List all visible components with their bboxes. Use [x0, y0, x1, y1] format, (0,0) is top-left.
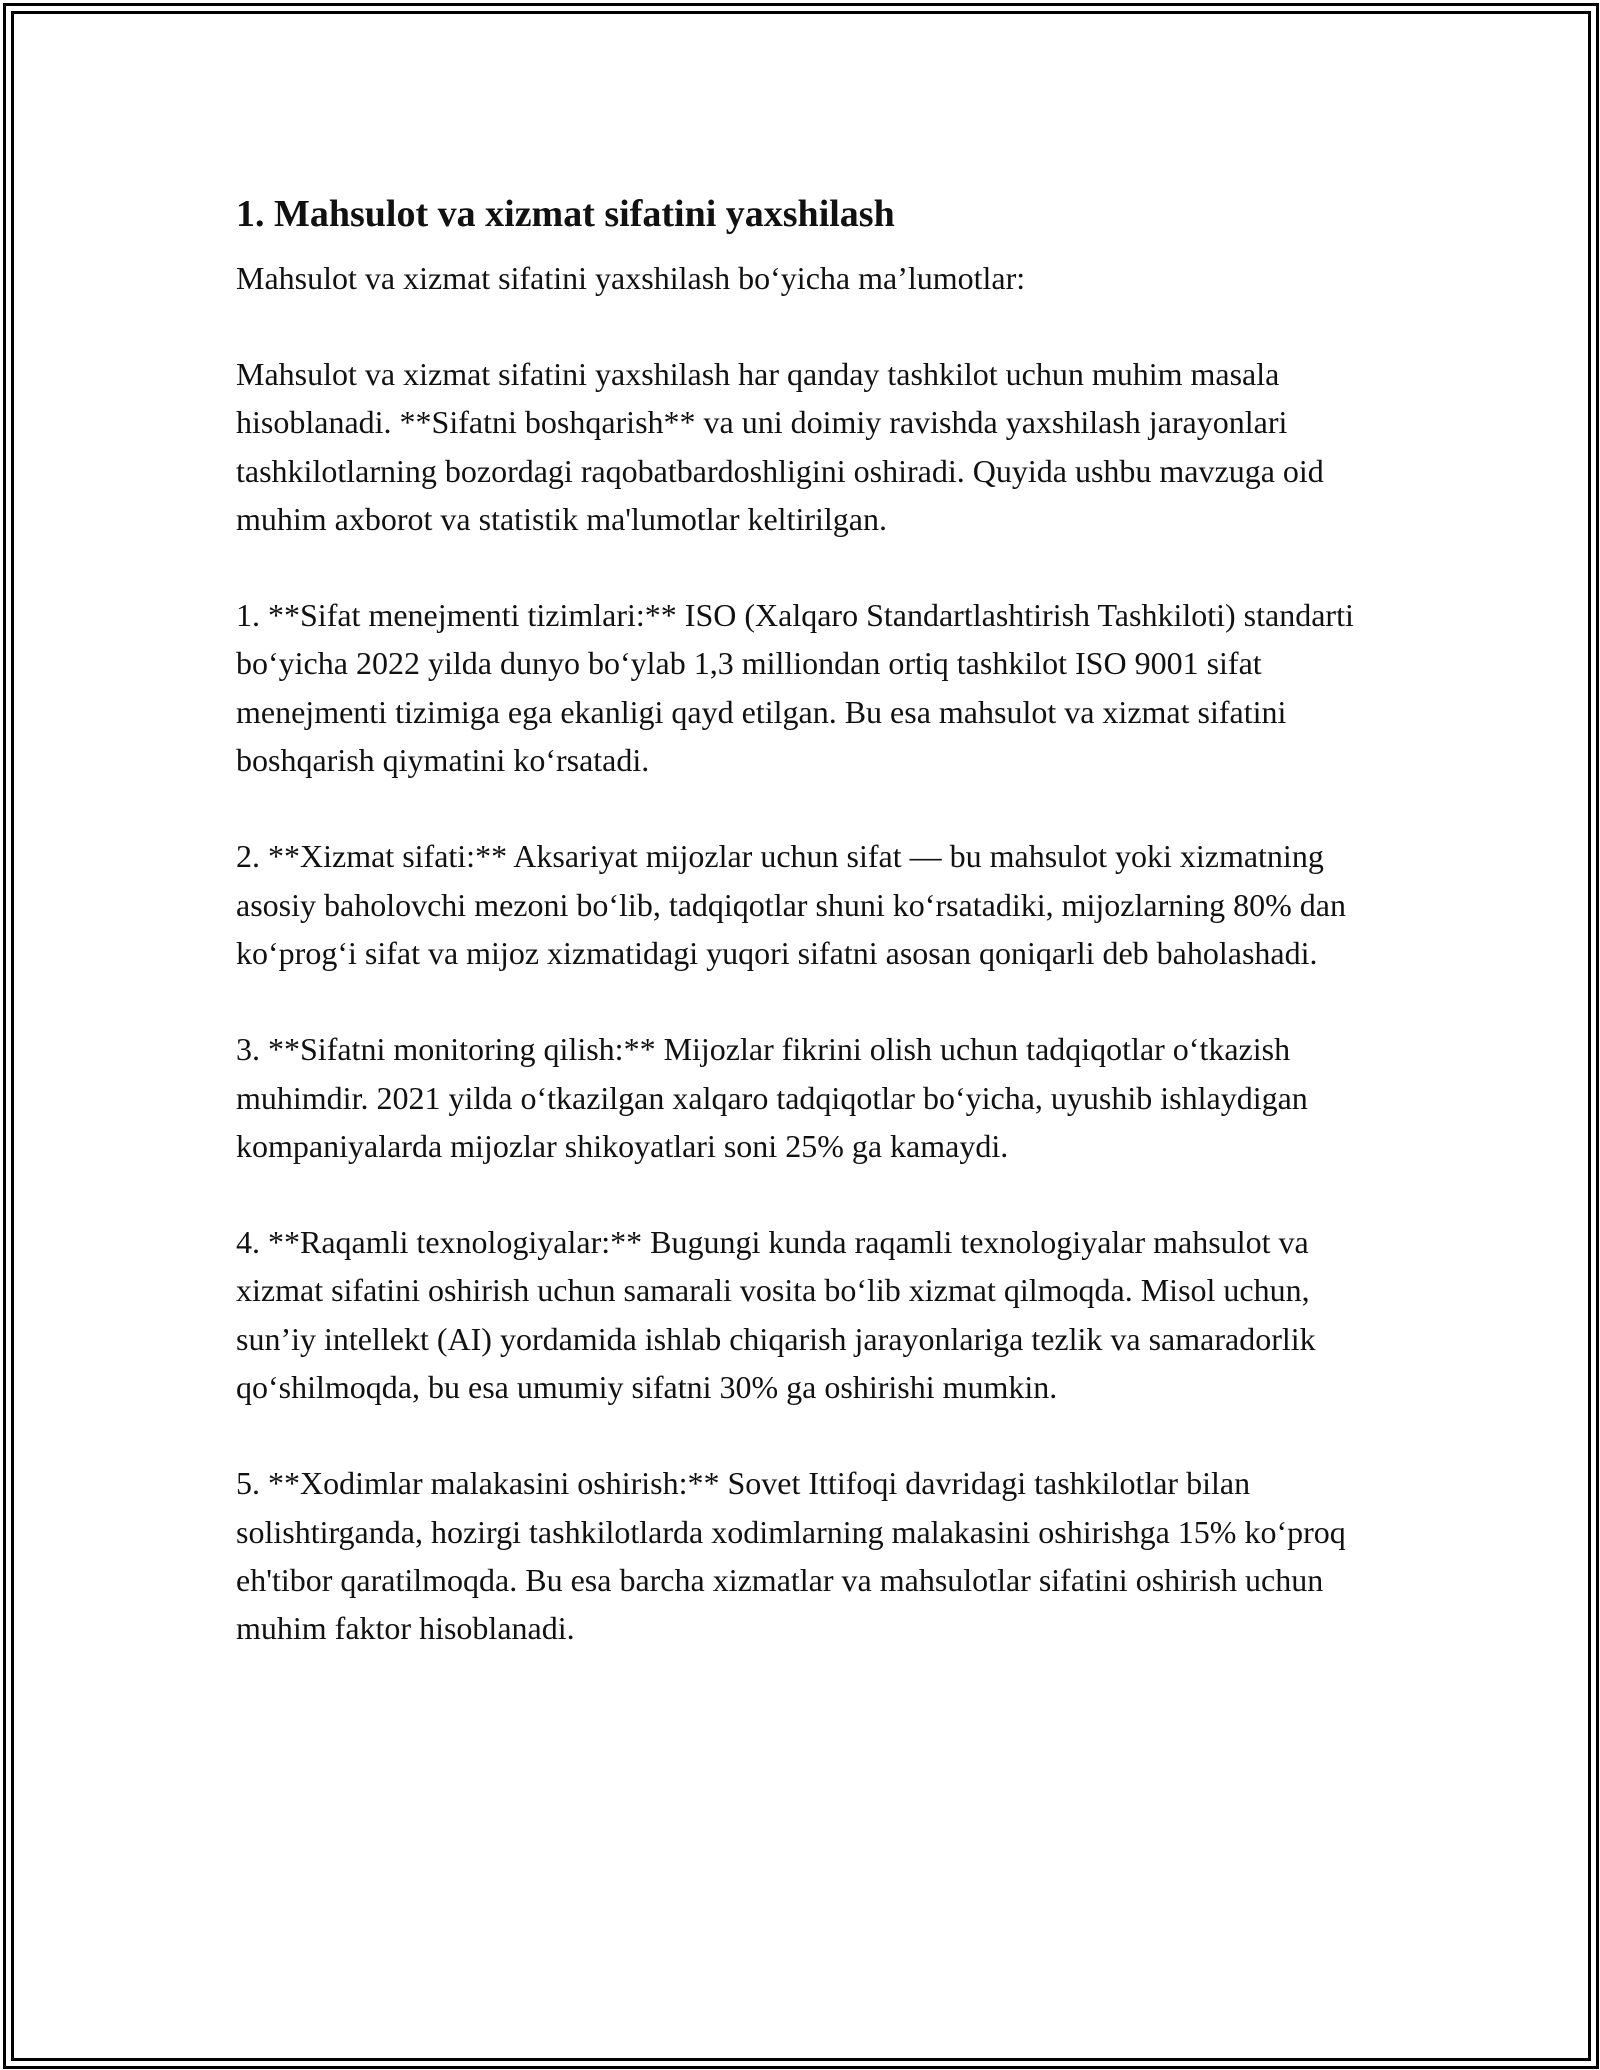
paragraph-staff-training: 5. **Xodimlar malakasini oshirish:** Sovet Ittifoqi davridagi tashkilotlar bilan solishtirganda, hozirgi tashkilotlarda xodimlarning malakasini oshirishga 15% ko‘proq eh'tibor qaratilmoqda. Bu esa barcha xizmatlar va mahsulotlar sifatini oshirish uchun muhim faktor hisoblanadi. [236, 1465, 1346, 1647]
paragraph-digital-technologies: 4. **Raqamli texnologiyalar:** Bugungi kunda raqamli texnologiyalar mahsulot va xizmat sifatini oshirish uchun samarali vosita bo‘lib xizmat qilmoqda. Misol uchun, sun’iy intellekt (AI) yordamida ishlab chiqarish jarayonlariga tezlik va samaradorlik qo‘shilmoqda, bu esa umumiy sifatni 30% ga oshirishi mumkin. [236, 1224, 1316, 1406]
paragraph-overview: Mahsulot va xizmat sifatini yaxshilash har qanday tashkilot uchun muhim masala hisoblanadi. **Sifatni boshqarish** va uni doimiy ravishda yaxshilash jarayonlari tashkilotlarning bozordagi raqobatbardoshligini oshiradi. Quyida ushbu mavzuga oid muhim axborot va statistik ma'lumotlar keltirilgan. [236, 356, 1324, 537]
document-body [236, 186, 1376, 1653]
paragraph-service-quality: 2. **Xizmat sifati:** Aksariyat mijozlar uchun sifat — bu mahsulot yoki xizmatning asosiy baholovchi mezoni bo‘lib, tadqiqotlar shuni ko‘rsatadiki, mijozlarning 80% dan ko‘prog‘i sifat va mijoz xizmatidagi yuqori sifatni asosan qoniqarli deb baholashadi. [236, 838, 1346, 971]
intro-line: Mahsulot va xizmat sifatini yaxshilash bo‘yicha ma’lumotlar: [236, 260, 1026, 296]
paragraph-quality-management-systems: 1. **Sifat menejmenti tizimlari:** ISO (Xalqaro Standartlashtirish Tashkiloti) standarti bo‘yicha 2022 yilda dunyo bo‘ylab 1,3 milliondan ortiq tashkilot ISO 9001 sifat menejmenti tizimiga ega ekanligi qayd etilgan. Bu esa mahsulot va xizmat sifatini boshqarish qiymatini ko‘rsatadi. [236, 597, 1354, 779]
section-heading: 1. Mahsulot va xizmat sifatini yaxshilash [236, 193, 895, 235]
paragraph-quality-monitoring: 3. **Sifatni monitoring qilish:** Mijozlar fikrini olish uchun tadqiqotlar o‘tkazish muhimdir. 2021 yilda o‘tkazilgan xalqaro tadqiqotlar bo‘yicha, uyushib ishlaydigan kompaniyalarda mijozlar shikoyatlari soni 25% ga kamaydi. [236, 1031, 1308, 1164]
